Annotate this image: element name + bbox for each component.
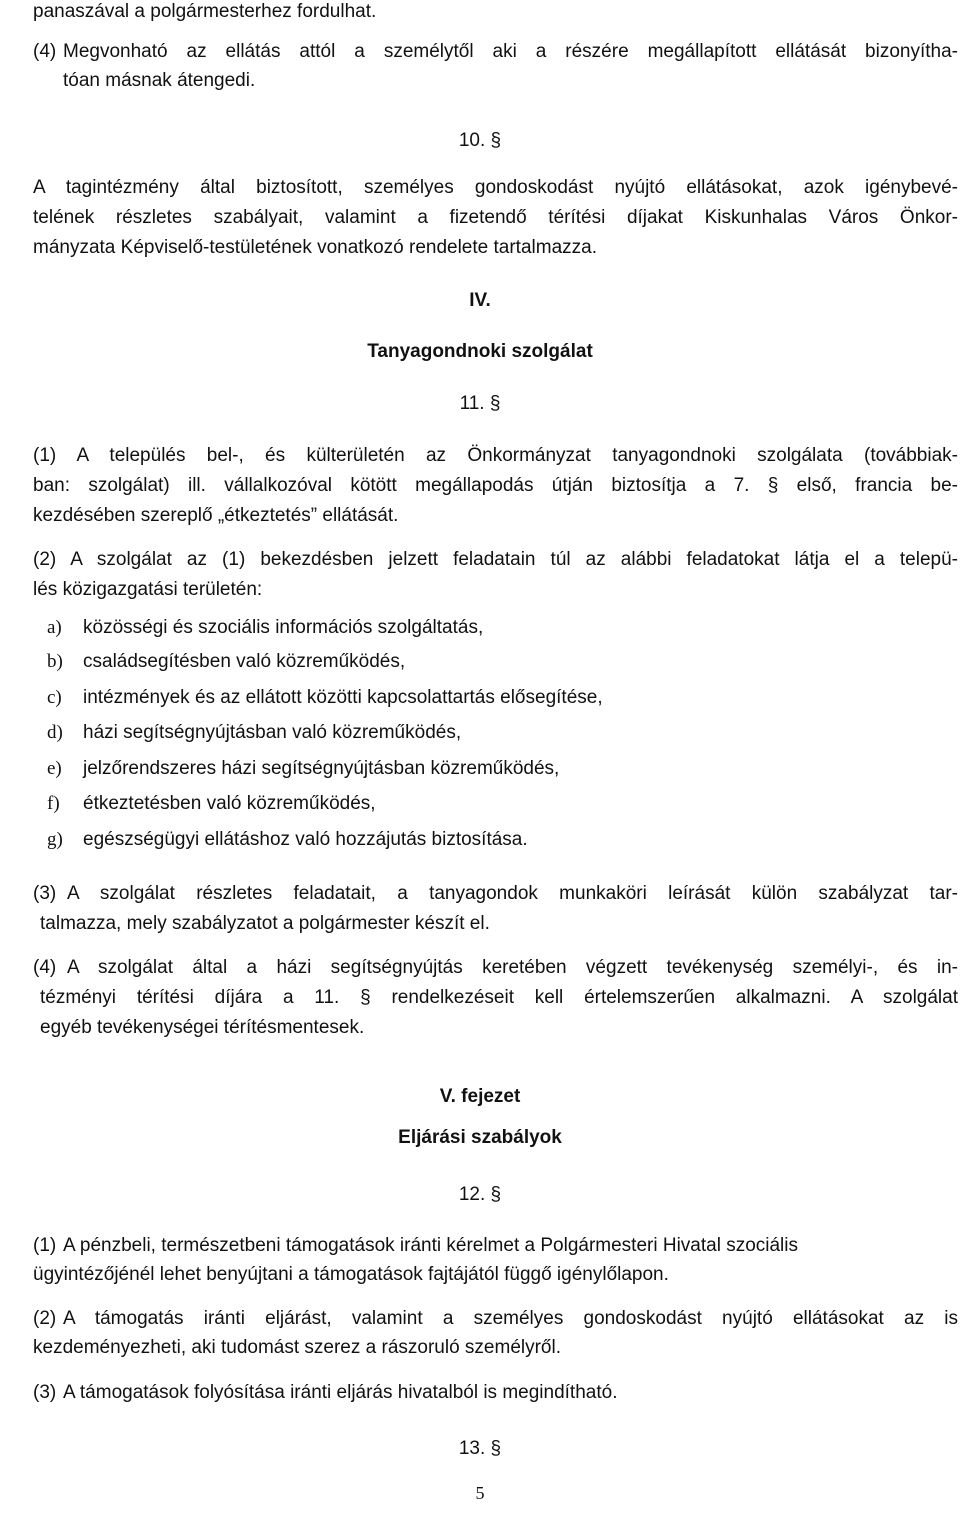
paragraph-text: A pénzbeli, természetbeni támogatások iránti kérelmet a Polgármesteri Hivatal szociális — [63, 1235, 798, 1256]
paragraph-text: mányzata Képviselő-testületének vonatkozó rendelete tartalmazza. — [33, 237, 597, 258]
list-item: közösségi és szociális információs szolgáltatás, — [83, 617, 484, 638]
list-item-label: g) — [47, 829, 63, 850]
paragraph-text: (1) A település bel-, és külterületén az Önkormányzat tanyagondnoki szolgálata (továbbiak- — [33, 445, 958, 466]
section-heading: 13. § — [458, 1438, 502, 1459]
list-item: intézmények és az ellátott közötti kapcsolattartás elősegítése, — [83, 687, 603, 708]
paragraph-text: kezdésében szereplő „étkeztetés” ellátását. — [33, 505, 399, 526]
paragraph-number: (1) — [33, 1235, 57, 1256]
list-item-label: a) — [47, 617, 62, 638]
paragraph-text: telének részletes szabályait, valamint a fizetendő térítési díjakat Kiskunhalas Város Önkor- — [33, 207, 958, 228]
list-item-label: c) — [47, 687, 62, 708]
paragraph-text: tóan másnak átengedi. — [63, 70, 256, 91]
paragraph-number: (3) — [33, 1382, 57, 1403]
chapter-number: V. fejezet — [439, 1086, 521, 1107]
section-heading: 10. § — [458, 130, 502, 151]
paragraph-text: lés közigazgatási területén: — [33, 579, 263, 600]
list-item-label: b) — [47, 651, 63, 672]
continuation-line: panaszával a polgármesterhez fordulhat. — [33, 1, 377, 22]
list-item: jelzőrendszeres házi segítségnyújtásban közreműködés, — [83, 758, 560, 779]
paragraph-number: (4) — [33, 957, 57, 978]
paragraph-text: Megvonható az ellátás attól a személytől aki a részére megállapított ellátását bizonyítha- — [63, 41, 958, 62]
paragraph-text: A szolgálat részletes feladatait, a tanyagondok munkaköri leírását külön szabályzat tar- — [67, 883, 958, 904]
section-heading: 12. § — [458, 1184, 502, 1205]
chapter-number: IV. — [469, 290, 491, 311]
paragraph-text: (2) A szolgálat az (1) bekezdésben jelzett feladatain túl az alábbi feladatokat látja el a telepü- — [33, 549, 958, 570]
paragraph-text: talmazza, mely szabályzatot a polgármester készít el. — [40, 913, 490, 934]
paragraph-text: tézményi térítési díjára a 11. § rendelkezéseit kell értelemszerűen alkalmazni. A szolgálat — [40, 987, 958, 1008]
paragraph-text: kezdeményezheti, aki tudomást szerez a rászoruló személyről. — [33, 1337, 562, 1358]
paragraph-number: (2) — [33, 1308, 57, 1329]
list-item-label: d) — [47, 722, 63, 743]
paragraph-number: (3) — [33, 883, 57, 904]
paragraph-text: A tagintézmény által biztosított, személyes gondoskodást nyújtó ellátásokat, azok igénybevé- — [33, 177, 958, 198]
list-item-label: e) — [47, 758, 62, 779]
list-item: házi segítségnyújtásban való közreműködés, — [83, 722, 462, 743]
list-item: egészségügyi ellátáshoz való hozzájutás biztosítása. — [83, 829, 528, 850]
page-number: 5 — [475, 1483, 485, 1503]
paragraph-text: A szolgálat által a házi segítségnyújtás keretében végzett tevékenység személyi-, és in- — [67, 957, 958, 978]
paragraph-text: ban: szolgálat) ill. vállalkozóval kötött megállapodás útján biztosítja a 7. § első, francia be- — [33, 475, 958, 496]
paragraph-text: egyéb tevékenységei térítésmentesek. — [40, 1017, 365, 1038]
list-item-label: f) — [47, 793, 60, 814]
paragraph-number: (4) — [33, 41, 57, 62]
list-item: étkeztetésben való közreműködés, — [83, 793, 376, 814]
chapter-title: Eljárási szabályok — [398, 1127, 562, 1148]
list-item: családsegítésben való közreműködés, — [83, 651, 406, 672]
paragraph-text: ügyintézőjénél lehet benyújtani a támogatások fajtájától függő igénylőlapon. — [33, 1264, 669, 1285]
chapter-title: Tanyagondnoki szolgálat — [367, 341, 593, 362]
section-heading: 11. § — [459, 393, 501, 414]
paragraph-text: A támogatások folyósítása iránti eljárás hivatalból is megindítható. — [63, 1382, 618, 1403]
paragraph-text: A támogatás iránti eljárást, valamint a személyes gondoskodást nyújtó ellátásokat az is — [63, 1308, 958, 1329]
